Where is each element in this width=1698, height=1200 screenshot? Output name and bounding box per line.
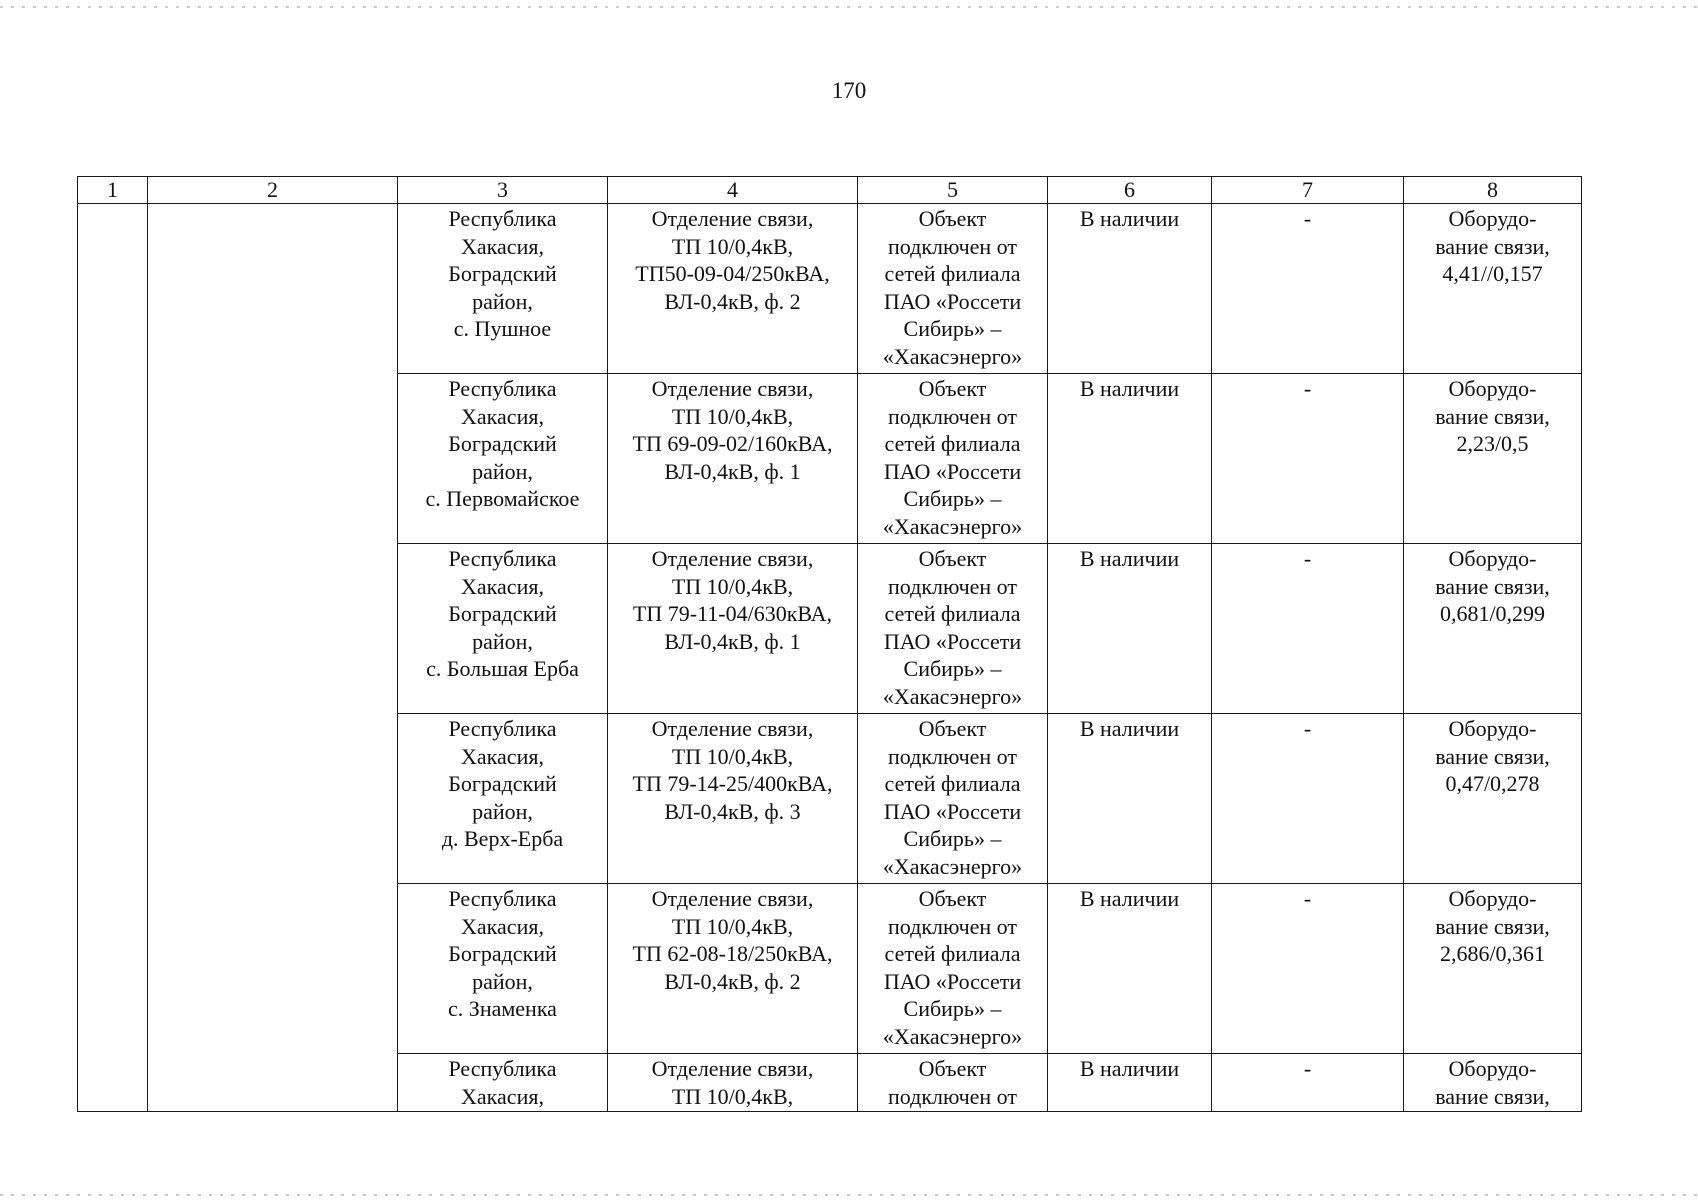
equipment-cell-line: Оборудо- [1448, 886, 1537, 911]
availability-cell: В наличии [1048, 374, 1212, 544]
equipment-cell-line: Оборудо- [1448, 546, 1537, 571]
connection-cell-line: подключен от [887, 573, 1018, 599]
connection-cell-line: ПАО «Россети [883, 628, 1022, 654]
location-cell-line: Хакасия, [461, 743, 544, 769]
connection-cell-line: «Хакасэнерго» [882, 513, 1023, 539]
location-cell-line: Боградский [448, 771, 557, 797]
location-cell-line: Хакасия, [461, 403, 544, 429]
connection-cell-line: Объект [918, 546, 987, 571]
equipment-cell-line: Оборудо- [1448, 206, 1537, 231]
object-cell [608, 374, 858, 544]
equipment-cell [1404, 714, 1582, 884]
object-cell-line: ТП 10/0,4кВ, [671, 743, 794, 769]
connection-cell-line: подключен от [887, 233, 1018, 259]
connection-cell-line: подключен от [887, 1083, 1018, 1109]
header-cell-4: 4 [608, 177, 858, 204]
location-cell-line: район, [472, 628, 533, 654]
connection-cell-line: ПАО «Россети [883, 968, 1022, 994]
connection-cell-line: ПАО «Россети [883, 288, 1022, 314]
location-cell-line: Боградский [448, 941, 557, 967]
empty-cell-col2 [148, 204, 398, 1112]
connection-cell-line: «Хакасэнерго» [882, 343, 1023, 369]
object-cell [608, 204, 858, 374]
equipment-cell-line: вание связи, [1435, 573, 1550, 599]
availability-cell: В наличии [1048, 544, 1212, 714]
connection-cell-line: «Хакасэнерго» [882, 853, 1023, 879]
object-cell-line: ТП 62-08-18/250кВА, [632, 941, 833, 967]
header-cell-8: 8 [1404, 177, 1582, 204]
object-cell [608, 884, 858, 1054]
connection-cell [858, 884, 1048, 1054]
object-cell-line: ТП 10/0,4кВ, [671, 573, 794, 599]
location-cell [398, 374, 608, 544]
equipment-cell-line: Оборудо- [1448, 716, 1537, 741]
equipment-cell-line: 2,23/0,5 [1456, 431, 1529, 457]
location-cell [398, 544, 608, 714]
empty-cell-col1 [78, 204, 148, 1112]
location-cell-line: Республика [448, 886, 557, 911]
dash-cell: - [1212, 544, 1404, 714]
equipment-cell-line: 0,47/0,278 [1445, 771, 1540, 797]
location-cell-line: район, [472, 458, 533, 484]
location-cell-line: район, [472, 968, 533, 994]
dash-cell: - [1212, 884, 1404, 1054]
location-cell [398, 714, 608, 884]
connection-cell-line: Объект [918, 886, 987, 911]
availability-cell: В наличии [1048, 884, 1212, 1054]
object-cell-line: ТП 10/0,4кВ, [671, 913, 794, 939]
object-cell-line: ТП 79-11-04/630кВА, [632, 601, 833, 627]
location-cell-line: Республика [448, 1056, 557, 1081]
object-cell-line: ТП50-09-04/250кВА, [635, 261, 830, 287]
location-cell-line: Хакасия, [461, 913, 544, 939]
equipment-cell-line: 2,686/0,361 [1439, 941, 1546, 967]
dash-cell: - [1212, 374, 1404, 544]
availability-cell: В наличии [1048, 714, 1212, 884]
scan-edge-bottom [0, 1194, 1698, 1196]
dash-cell: - [1212, 714, 1404, 884]
header-cell-5: 5 [858, 177, 1048, 204]
object-cell-line: ТП 79-14-25/400кВА, [632, 771, 833, 797]
connection-cell-line: Сибирь» – [903, 486, 1002, 512]
connection-cell-line: сетей филиала [884, 941, 1021, 967]
connection-cell-line: Сибирь» – [903, 826, 1002, 852]
availability-cell: В наличии [1048, 204, 1212, 374]
equipment-cell-line: 0,681/0,299 [1439, 601, 1546, 627]
equipment-cell-line: вание связи, [1435, 913, 1550, 939]
object-cell [608, 1054, 858, 1112]
object-cell-line: ВЛ-0,4кВ, ф. 2 [664, 968, 801, 994]
connection-cell-line: подключен от [887, 913, 1018, 939]
availability-cell: В наличии [1048, 1054, 1212, 1112]
header-row [78, 177, 1582, 204]
connection-cell-line: подключен от [887, 743, 1018, 769]
object-cell-line: ВЛ-0,4кВ, ф. 2 [664, 288, 801, 314]
object-cell-line: ВЛ-0,4кВ, ф. 3 [664, 798, 801, 824]
header-cell-1: 1 [78, 177, 148, 204]
equipment-cell [1404, 1054, 1582, 1112]
equipment-cell [1404, 374, 1582, 544]
location-cell-line: район, [472, 798, 533, 824]
connection-cell-line: Объект [918, 376, 987, 401]
object-cell-line: Отделение связи, [651, 206, 814, 231]
location-cell-line: Боградский [448, 601, 557, 627]
connection-cell-line: ПАО «Россети [883, 458, 1022, 484]
object-cell-line: ТП 10/0,4кВ, [671, 403, 794, 429]
connection-cell-line: Объект [918, 1056, 987, 1081]
connection-cell-line: «Хакасэнерго» [882, 1023, 1023, 1049]
location-cell-line: с. Большая Ерба [426, 656, 579, 682]
connection-cell [858, 544, 1048, 714]
equipment-cell [1404, 544, 1582, 714]
table-body [78, 177, 1582, 1112]
location-cell-line: с. Первомайское [425, 486, 580, 512]
dash-cell: - [1212, 1054, 1404, 1112]
connection-cell-line: Сибирь» – [903, 656, 1002, 682]
header-cell-3: 3 [398, 177, 608, 204]
location-cell [398, 1054, 608, 1112]
equipment-cell-line: вание связи, [1435, 403, 1550, 429]
location-cell [398, 884, 608, 1054]
connection-cell-line: Объект [918, 716, 987, 741]
location-cell-line: Республика [448, 206, 557, 231]
connection-cell [858, 1054, 1048, 1112]
connection-cell-line: сетей филиала [884, 771, 1021, 797]
connection-cell-line: Сибирь» – [903, 316, 1002, 342]
connection-cell-line: «Хакасэнерго» [882, 683, 1023, 709]
object-cell-line: ТП 10/0,4кВ, [671, 233, 794, 259]
equipment-cell [1404, 884, 1582, 1054]
connection-cell-line: сетей филиала [884, 431, 1021, 457]
location-cell-line: Боградский [448, 261, 557, 287]
equipment-cell-line: вание связи, [1435, 233, 1550, 259]
location-cell-line: Республика [448, 376, 557, 401]
connection-cell-line: подключен от [887, 403, 1018, 429]
equipment-cell-line: 4,41//0,157 [1442, 261, 1543, 287]
table-row [78, 204, 1582, 374]
location-cell-line: Хакасия, [461, 573, 544, 599]
equipment-cell-line: вание связи, [1435, 1083, 1550, 1109]
header-cell-2: 2 [148, 177, 398, 204]
scan-edge-top [0, 6, 1698, 8]
object-cell-line: Отделение связи, [651, 886, 814, 911]
object-cell-line: ВЛ-0,4кВ, ф. 1 [664, 628, 801, 654]
object-cell-line: Отделение связи, [651, 376, 814, 401]
location-cell-line: Боградский [448, 431, 557, 457]
location-cell-line: Республика [448, 716, 557, 741]
connection-cell-line: сетей филиала [884, 601, 1021, 627]
location-cell-line: Хакасия, [461, 233, 544, 259]
location-cell-line: с. Знаменка [448, 996, 557, 1022]
object-cell [608, 714, 858, 884]
object-cell-line: Отделение связи, [651, 546, 814, 571]
object-cell [608, 544, 858, 714]
page-number: 170 [831, 78, 867, 103]
location-cell-line: д. Верх-Ерба [441, 826, 564, 852]
location-cell-line: район, [472, 288, 533, 314]
equipment-cell-line: Оборудо- [1448, 376, 1537, 401]
equipment-cell-line: вание связи, [1435, 743, 1550, 769]
equipment-cell [1404, 204, 1582, 374]
object-cell-line: Отделение связи, [651, 716, 814, 741]
connection-cell-line: Объект [918, 206, 987, 231]
header-cell-6: 6 [1048, 177, 1212, 204]
connection-cell-line: ПАО «Россети [883, 798, 1022, 824]
object-cell-line: ВЛ-0,4кВ, ф. 1 [664, 458, 801, 484]
connection-cell [858, 714, 1048, 884]
header-cell-7: 7 [1212, 177, 1404, 204]
document-table [77, 176, 1582, 1112]
object-cell-line: ТП 69-09-02/160кВА, [632, 431, 833, 457]
location-cell-line: с. Пушное [453, 316, 552, 342]
connection-cell-line: Сибирь» – [903, 996, 1002, 1022]
connection-cell [858, 374, 1048, 544]
location-cell-line: Республика [448, 546, 557, 571]
dash-cell: - [1212, 204, 1404, 374]
connection-cell [858, 204, 1048, 374]
object-cell-line: ТП 10/0,4кВ, [671, 1083, 794, 1109]
location-cell [398, 204, 608, 374]
equipment-cell-line: Оборудо- [1448, 1056, 1537, 1081]
connection-cell-line: сетей филиала [884, 261, 1021, 287]
location-cell-line: Хакасия, [461, 1083, 544, 1109]
object-cell-line: Отделение связи, [651, 1056, 814, 1081]
